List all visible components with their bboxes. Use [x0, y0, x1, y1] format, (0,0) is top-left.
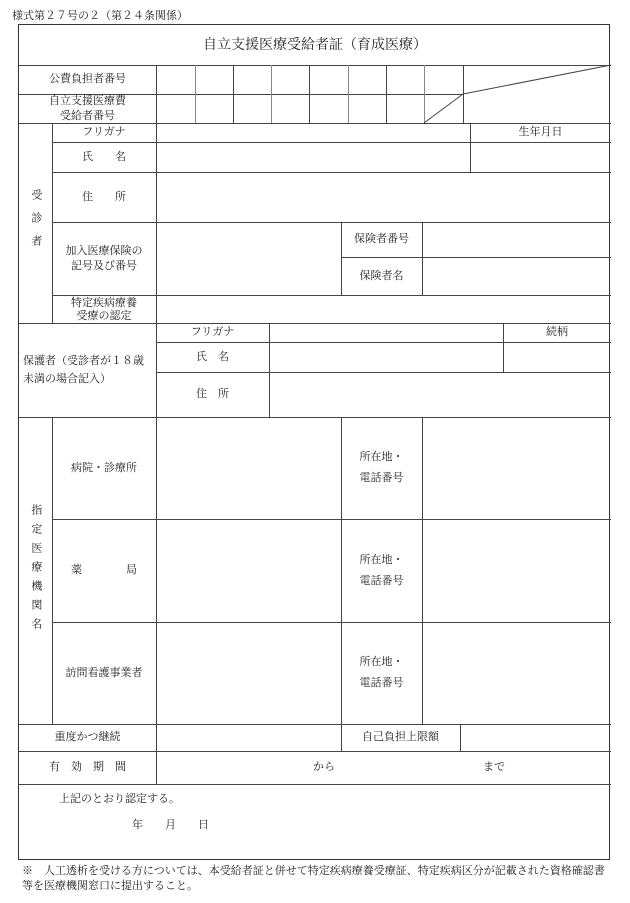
- copay-limit-field[interactable]: [460, 724, 611, 751]
- footnote: ※ 人工透析を受ける方については、本受給者証と併せて特定疾病療養受療証、特定疾病区分が記載された資格確認書等を医療機関窓口に提出すること。: [22, 864, 605, 892]
- severe-continuous-field[interactable]: [156, 724, 341, 751]
- patient-name-field[interactable]: [156, 142, 470, 172]
- certify-date: 年 月 日: [132, 817, 209, 831]
- guardian-section-label: [23, 323, 156, 417]
- specific-disease-label: [52, 295, 156, 323]
- birthdate-field[interactable]: [470, 142, 611, 172]
- guardian-label-line1: 保護者（受診者が１８歳: [23, 354, 144, 368]
- guardian-name-field[interactable]: [269, 342, 503, 372]
- insurance-label: [52, 222, 156, 295]
- recipient-number-label: [19, 94, 156, 123]
- guardian-furigana-field[interactable]: [269, 323, 503, 342]
- pharmacy-location-line2: 電話番号: [359, 573, 404, 587]
- pharmacy-location-line1: 所在地・: [359, 552, 404, 566]
- guardian-label-line2: 未満の場合記入）: [23, 372, 111, 385]
- home-nursing-location-label: [341, 622, 422, 724]
- payer-number-field[interactable]: [156, 65, 463, 94]
- specific-disease-label-line2: 受療の認定: [76, 309, 132, 322]
- guardian-address-field[interactable]: [269, 372, 611, 417]
- hospital-location-field[interactable]: [422, 417, 611, 519]
- patient-address-field[interactable]: [156, 172, 611, 222]
- certificate-form: [18, 24, 610, 860]
- payer-number-label: 公費負担者番号: [49, 72, 126, 86]
- hospital-location-line1: 所在地・: [359, 450, 404, 464]
- severe-continuous-label: 重度かつ継続: [54, 730, 121, 744]
- home-nursing-location-line2: 電話番号: [359, 676, 404, 689]
- guardian-relation-field[interactable]: [503, 342, 611, 372]
- insurer-number-field[interactable]: [422, 222, 611, 257]
- hospital-location-label: [341, 417, 422, 519]
- home-nursing-label: 訪問看護事業者: [65, 665, 143, 679]
- specific-disease-field[interactable]: [156, 295, 611, 323]
- patient-furigana-label: フリガナ: [82, 125, 126, 139]
- hospital-label: 病院・診療所: [71, 460, 137, 474]
- home-nursing-location-line1: 所在地・: [359, 655, 404, 669]
- guardian-address-label: 住 所: [196, 387, 229, 401]
- pharmacy-field[interactable]: [156, 519, 341, 622]
- insurer-name-field[interactable]: [422, 257, 611, 295]
- form-caption: 様式第２７号の２（第２４条関係）: [12, 9, 188, 22]
- certify-statement: 上記のとおり認定する。: [59, 791, 180, 805]
- insurance-field[interactable]: [156, 222, 341, 295]
- recipient-number-field[interactable]: [156, 94, 424, 123]
- insurer-number-label: 保険者番号: [354, 232, 409, 246]
- patient-furigana-field[interactable]: [156, 123, 470, 142]
- home-nursing-location-field[interactable]: [422, 622, 611, 724]
- recipient-number-label-line2: 受給者番号: [60, 108, 115, 122]
- pharmacy-label: 薬 局: [71, 563, 137, 577]
- pharmacy-location-field[interactable]: [422, 519, 611, 622]
- insurance-label-line1: 加入医療保険の: [65, 243, 143, 257]
- patient-address-label: 住 所: [82, 189, 126, 203]
- guardian-furigana-label: フリガナ: [190, 325, 235, 339]
- copay-limit-label: 自己負担上限額: [362, 730, 439, 744]
- recipient-number-label-line1: 自立支援医療費: [49, 93, 126, 107]
- insurance-label-line2: 記号及び番号: [71, 258, 137, 272]
- guardian-name-label: 氏 名: [196, 349, 229, 363]
- institution-section-label: 指定医療機関名: [29, 504, 43, 637]
- pharmacy-location-label: [341, 519, 422, 622]
- hospital-field[interactable]: [156, 417, 341, 519]
- insurer-name-label: 保険者名: [359, 268, 404, 282]
- form-title: 自立支援医療受給者証（育成医療）: [203, 36, 427, 53]
- validity-from: から: [313, 760, 335, 774]
- validity-label: 有 効 期 間: [49, 760, 126, 774]
- hospital-location-line2: 電話番号: [359, 471, 404, 484]
- patient-section-label: 受診者: [29, 188, 43, 258]
- guardian-relation-label: 続柄: [546, 325, 568, 339]
- validity-until: まで: [483, 760, 505, 774]
- home-nursing-field[interactable]: [156, 622, 341, 724]
- patient-name-label: 氏 名: [82, 149, 126, 163]
- birthdate-label: 生年月日: [518, 125, 563, 139]
- specific-disease-label-line1: 特定疾病療養: [71, 295, 137, 309]
